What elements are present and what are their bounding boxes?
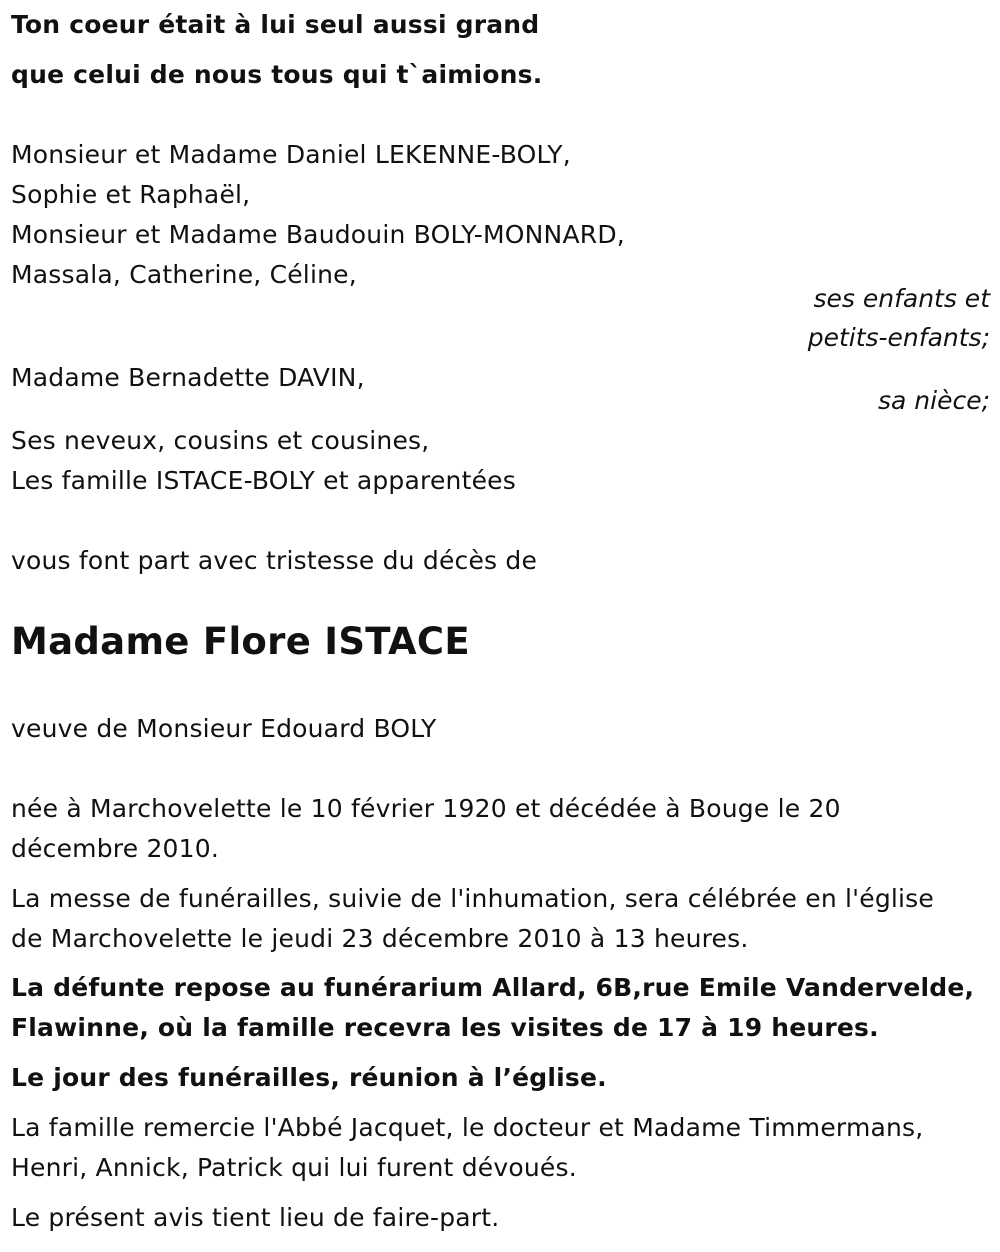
relatives-line: Les famille ISTACE-BOLY et apparentées bbox=[11, 466, 516, 495]
deceased-name: Madame Flore ISTACE bbox=[11, 620, 470, 663]
spouse-line: veuve de Monsieur Edouard BOLY bbox=[11, 714, 437, 743]
family-line: Monsieur et Madame Daniel LEKENNE-BOLY, bbox=[11, 140, 571, 169]
relatives-line: Ses neveux, cousins et cousines, bbox=[11, 426, 430, 455]
thanks-line-2: Henri, Annick, Patrick qui lui furent dévoués. bbox=[11, 1153, 577, 1182]
family-line: Monsieur et Madame Baudouin BOLY-MONNARD, bbox=[11, 220, 625, 249]
birth-death-line-1: née à Marchovelette le 10 février 1920 et décédée à Bouge le 20 bbox=[11, 794, 841, 823]
epitaph-line-1: Ton coeur était à lui seul aussi grand bbox=[11, 10, 540, 39]
family-line: Massala, Catherine, Céline, bbox=[11, 260, 357, 289]
niece-line: Madame Bernadette DAVIN, bbox=[11, 363, 365, 392]
relation-children-line-2: petits-enfants; bbox=[807, 323, 990, 352]
birth-death-line-2: décembre 2010. bbox=[11, 834, 220, 863]
mass-line-2: de Marchovelette le jeudi 23 décembre 2010 à 13 heures. bbox=[11, 924, 749, 953]
funerarium-line-2: Flawinne, où la famille recevra les visites de 17 à 19 heures. bbox=[11, 1013, 879, 1042]
epitaph-line-2: que celui de nous tous qui t`aimions. bbox=[11, 60, 543, 89]
relation-children-line-1: ses enfants et bbox=[813, 284, 990, 313]
funerarium-line-1: La défunte repose au funérarium Allard, 6B,rue Emile Vandervelde, bbox=[11, 973, 975, 1002]
meeting-line: Le jour des funérailles, réunion à l’église. bbox=[11, 1063, 607, 1092]
closing-line: Le présent avis tient lieu de faire-part. bbox=[11, 1203, 500, 1232]
thanks-line-1: La famille remercie l'Abbé Jacquet, le docteur et Madame Timmermans, bbox=[11, 1113, 924, 1142]
announcement: vous font part avec tristesse du décès de bbox=[11, 546, 538, 575]
mass-line-1: La messe de funérailles, suivie de l'inhumation, sera célébrée en l'église bbox=[11, 884, 934, 913]
relation-niece: sa nièce; bbox=[877, 386, 990, 415]
family-line: Sophie et Raphaël, bbox=[11, 180, 251, 209]
